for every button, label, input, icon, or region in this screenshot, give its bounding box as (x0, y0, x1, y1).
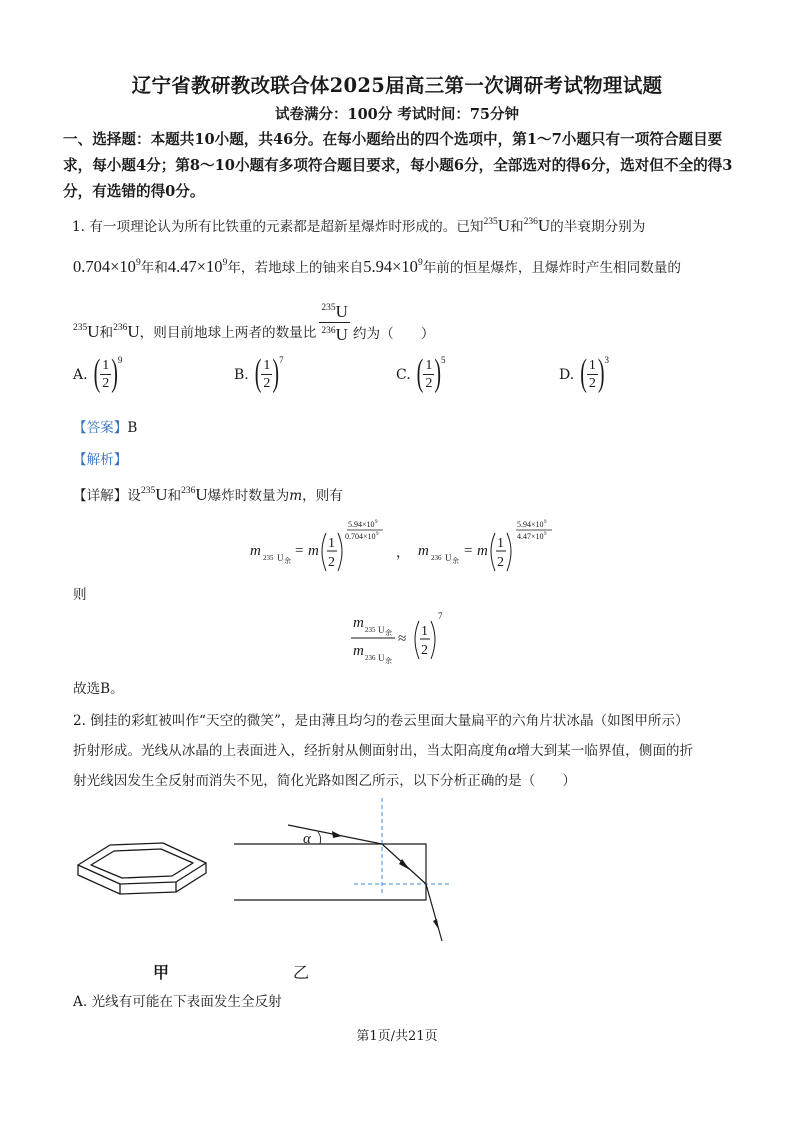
figure-yi-light-path (230, 795, 460, 950)
option-label: B. (234, 366, 249, 383)
denominator: 2 (425, 376, 433, 391)
analysis-label: 【解析】 (73, 452, 128, 468)
mass-number-235: 235 (140, 486, 156, 496)
explosion-time: 5.94×10 (363, 257, 418, 276)
exponent: 9 (544, 532, 547, 537)
answer-value: B (127, 420, 138, 436)
mass-number-236: 236 (321, 326, 336, 336)
denominator: 2 (588, 376, 596, 391)
exp-denominator: 0.704×10 (345, 532, 376, 541)
numerator: 1 (263, 358, 271, 373)
section-heading: 一、选择题：本题共10小题，共46分。在每小题给出的四个选项中，第1～7小题只有一项符合题目要求，每小题4分；第8～10小题有多项符合题目要求，每小题6分，全部选对的得6分，选对但不全的得3分，有选错的得0分。 (63, 131, 733, 200)
detail-text: 设 (127, 488, 141, 504)
option-value: ( $\frac{1}{2}$ ) 9 (93, 352, 123, 395)
q1-line1 (72, 215, 645, 236)
uranium-symbol: U (195, 485, 208, 504)
q2-option-a[interactable]: A. 光线有可能在下表面发生全反射 (73, 994, 282, 1010)
mass-number-236: 236 (113, 323, 128, 333)
q1-stem-text: ，则目前地球上两者的数量比 (139, 325, 317, 341)
denominator: 2 (263, 376, 271, 391)
denominator: 2 (328, 555, 335, 570)
numerator: 1 (588, 358, 596, 373)
q1-stem-text: 1. 有一项理论认为所有比铁重的元素都是超新星爆炸时形成的。已知 (72, 219, 484, 235)
denominator: 2 (102, 376, 110, 391)
left-paren (491, 533, 495, 571)
uranium-symbol: U (445, 553, 452, 563)
alpha-symbol: α (508, 742, 517, 759)
sub-yu: 余 (284, 557, 291, 565)
variable-m: m (477, 543, 488, 559)
detail-line (73, 484, 343, 505)
right-paren (338, 533, 342, 571)
option-value: ( $\frac{1}{2}$ ) 5 (416, 352, 446, 395)
sub-yu: 余 (385, 629, 392, 637)
equation-ratio (345, 605, 455, 667)
q1-line3 (73, 300, 434, 345)
conj-he: 和 (167, 488, 182, 504)
option-value: ( $\frac{1}{2}$ ) 7 (254, 352, 284, 395)
variable-m: m (289, 488, 303, 504)
uranium-symbol: U (537, 216, 551, 235)
figure-label-yi: 乙 (293, 963, 310, 982)
option-label: C. (396, 366, 411, 383)
detail-label: 【详解】 (73, 488, 128, 504)
option-b[interactable] (234, 352, 284, 395)
equals: = (464, 543, 473, 559)
exponent: 7 (279, 355, 284, 365)
half-life-236: 4.47×10 (167, 257, 223, 276)
conj-he: 和 (510, 219, 524, 235)
exp-numerator: 5.94×10 (348, 520, 375, 529)
uranium-symbol: U (497, 216, 511, 235)
right-paren (431, 621, 435, 659)
exponent: 9 (222, 258, 228, 268)
option-c[interactable] (396, 352, 446, 395)
variable-m: m (308, 543, 319, 559)
q1-line2 (73, 256, 681, 277)
q1-stem-text: 年，若地球上的铀来自 (227, 260, 364, 276)
mass-number-235: 235 (365, 626, 376, 634)
option-label: D. (559, 366, 575, 383)
mass-number-236: 236 (431, 554, 442, 562)
arrow-head (332, 831, 342, 838)
mass-number-236: 236 (181, 486, 196, 496)
comma: ， (396, 546, 410, 561)
left-paren (322, 533, 326, 571)
denominator: 2 (497, 555, 504, 570)
mass-number-236: 236 (365, 654, 376, 662)
sub-yu: 余 (385, 657, 392, 665)
exit-ray (426, 884, 442, 941)
exp-numerator: 5.94×10 (517, 520, 544, 529)
approx-sign: ≈ (398, 631, 407, 647)
exponent: 9 (117, 355, 123, 365)
uranium-symbol: U (378, 653, 385, 663)
exp-denominator: 4.47×10 (517, 532, 544, 541)
q2-stem-text: 增大到某一临界值，侧面的折 (516, 743, 694, 759)
numerator: 1 (328, 536, 335, 551)
option-d[interactable] (559, 352, 610, 395)
conclusion: 故选B。 (73, 681, 124, 697)
alpha-label: α (303, 831, 311, 847)
exponent: 9 (544, 520, 547, 525)
q1-stem-text: 年前的恒星爆炸，且爆炸时产生相同数量的 (422, 260, 681, 276)
uranium-symbol: U (277, 553, 284, 563)
option-label: A. (73, 366, 88, 383)
uranium-symbol: U (127, 322, 140, 341)
answer-label: 【答案】 (73, 420, 128, 436)
conj-he: 和 (99, 325, 114, 341)
variable-m: m (353, 615, 364, 631)
exponent: 9 (417, 258, 423, 268)
option-value: ( $\frac{1}{2}$ ) 3 (580, 352, 610, 395)
uranium-symbol: U (155, 485, 168, 504)
q2-line3: 射光线因发生全反射而消失不见，简化光路如图乙所示，以下分析正确的是（ ） (73, 773, 576, 789)
page-footer: 第1页/共21页 (356, 1029, 438, 1044)
uranium-symbol: U (87, 322, 100, 341)
page-title: 辽宁省教研教改联合体2025届高三第一次调研考试物理试题 (131, 74, 663, 97)
q2-line2 (73, 739, 693, 760)
right-paren (507, 533, 511, 571)
uranium-symbol: U (378, 625, 385, 635)
mass-number-235: 235 (73, 323, 88, 333)
equals: = (295, 543, 304, 559)
exponent: 7 (438, 611, 443, 621)
exponent: 3 (604, 355, 610, 365)
arrow-head (433, 919, 439, 930)
exam-info: 试卷满分：100分 考试时间：75分钟 (275, 106, 519, 123)
angle-arc (318, 832, 321, 844)
exponent: 9 (135, 258, 141, 268)
left-paren (415, 621, 419, 659)
exponent: 9 (376, 532, 379, 537)
q2-stem-text: 折射形成。光线从冰晶的上表面进入，经折射从侧面射出，当太阳高度角 (73, 743, 508, 759)
exponent: 5 (441, 355, 446, 365)
crystal-cross-section (234, 844, 426, 900)
figure-label-jia: 甲 (153, 963, 170, 982)
variable-m: m (250, 543, 261, 559)
then-label: 则 (73, 587, 87, 603)
mass-number-235: 235 (321, 303, 336, 313)
numerator: 1 (497, 536, 504, 551)
q1-stem-text: 约为（ ） (352, 325, 435, 342)
uranium-symbol: U (335, 302, 348, 321)
half-life-235: 0.704×10 (73, 257, 136, 276)
variable-m: m (353, 643, 364, 659)
q2-line1: 2. 倒挂的彩虹被叫作“天空的微笑”，是由薄且均匀的卷云里面大量扁平的六角片状冰晶（如图甲所示） (73, 713, 689, 729)
option-a[interactable] (73, 352, 123, 395)
uranium-symbol: U (335, 325, 348, 344)
numerator: 1 (425, 358, 433, 373)
numerator: 1 (421, 624, 428, 639)
denominator: 2 (421, 643, 428, 658)
exponent: 9 (375, 520, 378, 525)
equation-decay (240, 515, 560, 575)
q1-stem-text: 的半衰期分别为 (550, 219, 646, 235)
variable-m: m (418, 543, 429, 559)
answer-line (73, 416, 137, 436)
detail-text: ，则有 (302, 488, 343, 504)
detail-text: 爆炸时数量为 (207, 488, 290, 504)
mass-number-236: 236 (523, 217, 538, 227)
mass-number-235: 235 (483, 217, 498, 227)
q1-stem-text: 年和 (140, 260, 168, 276)
mass-number-235: 235 (263, 554, 274, 562)
ratio-fraction (319, 300, 350, 345)
sub-yu: 余 (452, 557, 459, 565)
figure-jia-hexagon-crystal (75, 825, 210, 900)
numerator: 1 (102, 358, 110, 373)
